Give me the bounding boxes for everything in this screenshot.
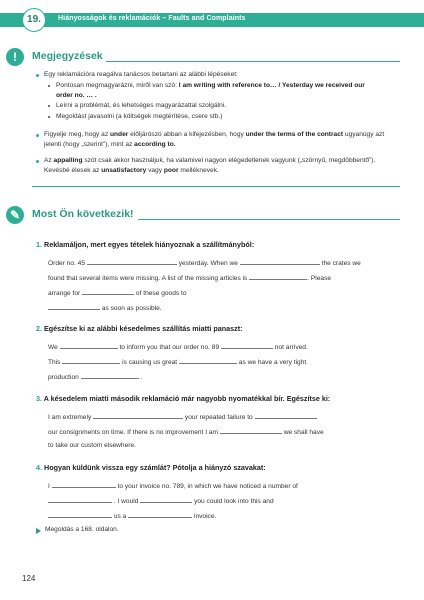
blank[interactable] (48, 303, 100, 310)
blank[interactable] (140, 496, 192, 503)
bullet (36, 134, 39, 137)
exclamation-icon: ! (6, 48, 24, 66)
blank[interactable] (62, 357, 120, 364)
q4-line-2: . I would you could look into this and (48, 496, 274, 505)
blank[interactable] (221, 342, 273, 349)
q2-line-1: We to inform you that our order no. 89 not arrived. (48, 344, 308, 351)
blank[interactable] (220, 427, 282, 434)
blank[interactable] (240, 258, 320, 265)
q3-line-2: our consignments on time. If there is no improvement I am we shall have (48, 429, 324, 436)
blank[interactable] (93, 412, 183, 419)
q1-line-3: arrange for of these goods to (48, 290, 187, 297)
q1-line-2: found that several items were missing. A list of the missing articles is . Please (48, 275, 332, 282)
note-item-1: Egy reklamációra reagálva tanácsos betartani az alábbi lépéseket: (44, 71, 238, 78)
practice-title-rule (138, 219, 400, 220)
notes-title-rule (106, 61, 400, 62)
sub-bullet (48, 105, 50, 107)
note-subitem-1: Pontosan megmagyarázni, miről van szó: I am writing with reference to… / Yesterday we received our order no. … . (56, 82, 365, 99)
answer-reference: Megoldás a 168. oldalon. (45, 526, 119, 533)
q3-line-1: I am extremely your repeated failure to (48, 412, 317, 421)
q1-line-1: Order no. 45 yesterday. When we the crates we (48, 260, 361, 267)
page-number: 124 (22, 574, 36, 583)
note-item-3: Az appalling szót csak akkor használjuk, ha valamivel nagyon elégedetlenek vagyunk („szörnyű, megdöbbentő”). Kevésbé élesek az unsatisfactory vagy poor melléknevek. (44, 157, 376, 174)
q4-line-3: us a invoice. (48, 511, 216, 520)
q1-line-4: as soon as possible. (48, 303, 162, 312)
bullet (36, 74, 39, 77)
blank[interactable] (87, 258, 177, 265)
blank[interactable] (48, 496, 112, 503)
blank[interactable] (255, 412, 317, 419)
question-4: 4. Hogyan küldünk vissza egy számlát? Pótolja a hiányzó szavakat: (36, 463, 266, 472)
q2-line-2: This is causing us great as we have a very tight (48, 359, 307, 366)
note-subitem-2: Leírni a problémát, és lehetséges magyarázattal szolgálni. (56, 102, 227, 109)
blank[interactable] (81, 372, 139, 379)
q3-line-3: to take our custom elsewhere. (48, 442, 136, 449)
bullet (36, 160, 39, 163)
blank[interactable] (179, 357, 237, 364)
note-item-2: Figyelje meg, hogy az under előljárószó abban a kifejezésben, hogy under the terms of the contract ugyanúgy azt jelenti (hogy „szerint”), mint az according to. (44, 131, 385, 148)
question-1: 1. Reklamáljon, mert egyes tételek hiányoznak a szállítmányból: (36, 240, 255, 249)
notes-title: Megjegyzések (32, 50, 103, 62)
sub-bullet (48, 116, 50, 118)
blank[interactable] (82, 288, 134, 295)
question-2: 2. Egészítse ki az alábbi késedelmes szállítás miatti panaszt: (36, 324, 243, 333)
notes-bottom-rule (32, 186, 400, 187)
blank[interactable] (60, 342, 118, 349)
blank[interactable] (52, 481, 116, 488)
q4-line-1: I to your invoice no. 789, in which we have noticed a number of (48, 483, 298, 490)
practice-title: Most Ön következik! (32, 208, 134, 220)
chapter-title: Hiányosságok és reklamációk – Faults and Complaints (58, 15, 246, 22)
pencil-icon: ✎ (6, 206, 24, 224)
blank[interactable] (128, 511, 192, 518)
question-3: 3. A késedelem miatti második reklamáció már nagyobb nyomatékkal bír. Egészítse ki: (36, 394, 331, 403)
chapter-number: 19. (22, 8, 46, 32)
blank[interactable] (48, 511, 112, 518)
blank[interactable] (249, 273, 307, 280)
q2-line-3: production . (48, 374, 143, 381)
sub-bullet (48, 85, 50, 87)
arrow-right-icon (36, 528, 41, 534)
note-subitem-3: Megoldást javasolni (a költségek megtérítése, csere stb.) (56, 113, 223, 120)
